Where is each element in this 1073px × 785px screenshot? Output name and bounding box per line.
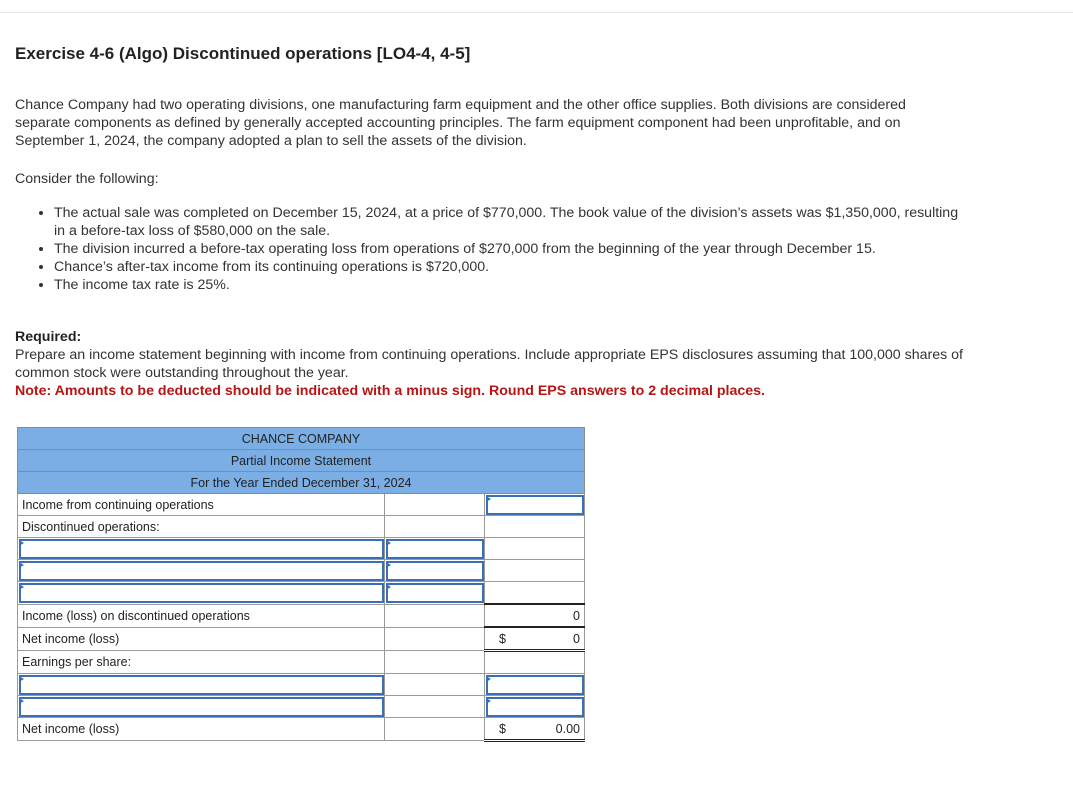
- row-label: Income from continuing operations: [18, 494, 385, 516]
- eps-amount-input-2[interactable]: [485, 696, 585, 718]
- row-label: Net income (loss): [18, 627, 385, 651]
- net-income-total: [485, 627, 585, 651]
- table-row: [18, 494, 585, 516]
- row-label: Net income (loss): [18, 718, 385, 741]
- eps-net-income-total: [485, 718, 585, 741]
- discontinued-amount-input-1[interactable]: [385, 538, 485, 560]
- list-item: • Chance’s after-tax income from its continuing operations is $720,000.: [54, 258, 964, 276]
- table-row: [18, 560, 585, 582]
- statement-period: For the Year Ended December 31, 2024: [18, 472, 585, 494]
- table-row: [18, 696, 585, 718]
- row-label: Earnings per share:: [18, 651, 385, 674]
- table-row: [18, 604, 585, 627]
- discontinued-amount-input-2[interactable]: [385, 560, 485, 582]
- table-row: [18, 651, 585, 674]
- statement-title: Partial Income Statement: [18, 450, 585, 472]
- row-label: Income (loss) on discontinued operations: [18, 604, 385, 627]
- list-item: • The actual sale was completed on December 15, 2024, at a price of $770,000. The book value of the division’s assets was $1,350,000, resulting in a before-tax loss of $580,000 on the sale.: [54, 204, 964, 240]
- dollar-sign: $: [499, 631, 506, 646]
- required-label: Required:: [15, 329, 82, 345]
- table-row: [18, 582, 585, 605]
- table-row: [18, 538, 585, 560]
- eps-net-income-value: 0.00: [555, 721, 580, 736]
- list-item: • The income tax rate is 25%.: [54, 276, 964, 294]
- table-row: [18, 718, 585, 741]
- income-statement-table: [17, 427, 585, 742]
- note-text: Note: Amounts to be deducted should be indicated with a minus sign. Round EPS answers to 2 decimal places.: [15, 383, 765, 399]
- page-title: Exercise 4-6 (Algo) Discontinued operations [LO4-4, 4-5]: [15, 44, 471, 63]
- eps-label-input-1[interactable]: [18, 674, 385, 696]
- table-row: [18, 627, 585, 651]
- net-income-value: 0: [573, 631, 580, 646]
- table-row: [18, 516, 585, 538]
- table-row: [18, 674, 585, 696]
- intro-text: Chance Company had two operating divisions, one manufacturing farm equipment and the other office supplies. Both divisions are considered separate components as defined by generally accepted accounting principles. The farm equipment component had been unprofitable, and on September 1, 2024, the company adopted a plan to sell the assets of the division.: [15, 97, 906, 149]
- company-name: CHANCE COMPANY: [18, 428, 585, 450]
- facts-list: [15, 204, 964, 294]
- list-item: • The division incurred a before-tax operating loss from operations of $270,000 from the beginning of the year through December 15.: [54, 240, 964, 258]
- row-label: Discontinued operations:: [18, 516, 385, 538]
- discontinued-amount-input-3[interactable]: [385, 582, 485, 605]
- income-continuing-input[interactable]: [485, 494, 585, 516]
- required-text: Prepare an income statement beginning with income from continuing operations. Include appropriate EPS disclosures assuming that 100,000 shares of common stock were outstanding throughout the year.: [15, 347, 963, 381]
- discontinued-total: 0: [485, 604, 585, 627]
- discontinued-label-input-3[interactable]: [18, 582, 385, 605]
- dollar-sign: $: [499, 721, 506, 736]
- discontinued-label-input-2[interactable]: [18, 560, 385, 582]
- eps-label-input-2[interactable]: [18, 696, 385, 718]
- top-divider: [0, 12, 1073, 13]
- discontinued-label-input-1[interactable]: [18, 538, 385, 560]
- eps-amount-input-1[interactable]: [485, 674, 585, 696]
- consider-label: Consider the following:: [15, 171, 159, 187]
